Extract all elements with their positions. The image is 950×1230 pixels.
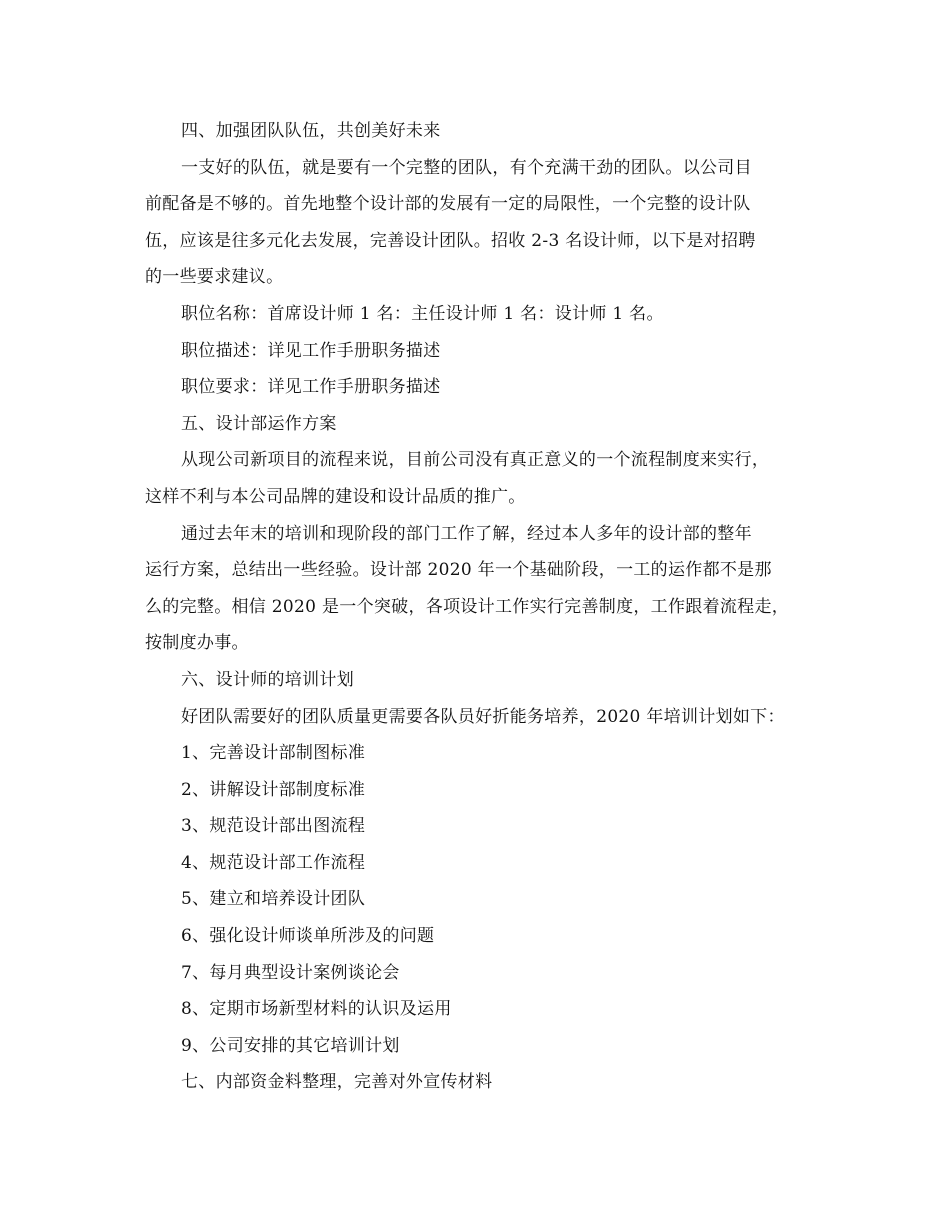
section-5-heading: 五、设计部运作方案 <box>181 413 337 434</box>
list-item: 5、建立和培养设计团队 <box>181 889 366 910</box>
section-5-paragraph-2 <box>145 516 817 662</box>
list-item: 8、定期市场新型材料的认识及运用 <box>181 999 452 1020</box>
section-4-heading: 四、加强团队队伍，共创美好未来 <box>181 121 441 141</box>
list-item: 9、公司安排的其它培训计划 <box>181 1035 400 1056</box>
paragraph-line: 这样不利与本公司品牌的建设和设计品质的推广。 <box>145 486 526 507</box>
paragraph-line: 伍，应该是往多元化去发展，完善设计团队。招收 2-3 名设计师，以下是对招聘 <box>145 230 756 251</box>
section-5-paragraph-1 <box>145 442 817 515</box>
paragraph-line: 么的完整。相信 2020 是一个突破，各项设计工作实行完善制度，工作跟着流程走， <box>145 596 790 617</box>
document-page <box>145 113 817 1101</box>
position-description: 职位描述：详见工作手册职务描述 <box>181 340 441 361</box>
list-item: 1、完善设计部制图标准 <box>181 743 366 764</box>
section-7-heading: 七、内部资金料整理，完善对外宣传材料 <box>181 1072 493 1093</box>
section-6-heading: 六、设计师的培训计划 <box>181 669 354 690</box>
paragraph-line: 一支好的队伍，就是要有一个完整的团队，有个充满干劲的团队。以公司目 <box>181 157 752 178</box>
list-item: 6、强化设计师谈单所涉及的问题 <box>181 926 435 947</box>
paragraph-line: 前配备是不够的。首先地整个设计部的发展有一定的局限性，一个完整的设计队 <box>145 194 751 215</box>
position-requirements: 职位要求：详见工作手册职务描述 <box>181 377 441 398</box>
list-item: 7、每月典型设计案例谈论会 <box>181 962 400 983</box>
paragraph-line: 通过去年末的培训和现阶段的部门工作了解，经过本人多年的设计部的整年 <box>181 523 752 544</box>
section-6-intro: 好团队需要好的团队质量更需要各队员好折能务培养，2020 年培训计划如下： <box>181 706 785 727</box>
paragraph-line: 运行方案，总结出一些经验。设计部 2020 年一个基础阶段，一工的运作都不是那 <box>145 560 772 581</box>
list-item: 4、规范设计部工作流程 <box>181 852 366 873</box>
position-name: 职位名称：首席设计师 1 名：主任设计师 1 名：设计师 1 名。 <box>181 303 664 324</box>
paragraph-line: 按制度办事。 <box>145 633 249 654</box>
section-4-paragraph <box>145 150 817 296</box>
list-item: 2、讲解设计部制度标准 <box>181 779 366 800</box>
training-plan-list <box>145 735 817 1064</box>
paragraph-line: 的一些要求建议。 <box>145 267 284 288</box>
paragraph-line: 从现公司新项目的流程来说，目前公司没有真正意义的一个流程制度来实行， <box>181 450 770 471</box>
list-item: 3、规范设计部出图流程 <box>181 816 366 837</box>
